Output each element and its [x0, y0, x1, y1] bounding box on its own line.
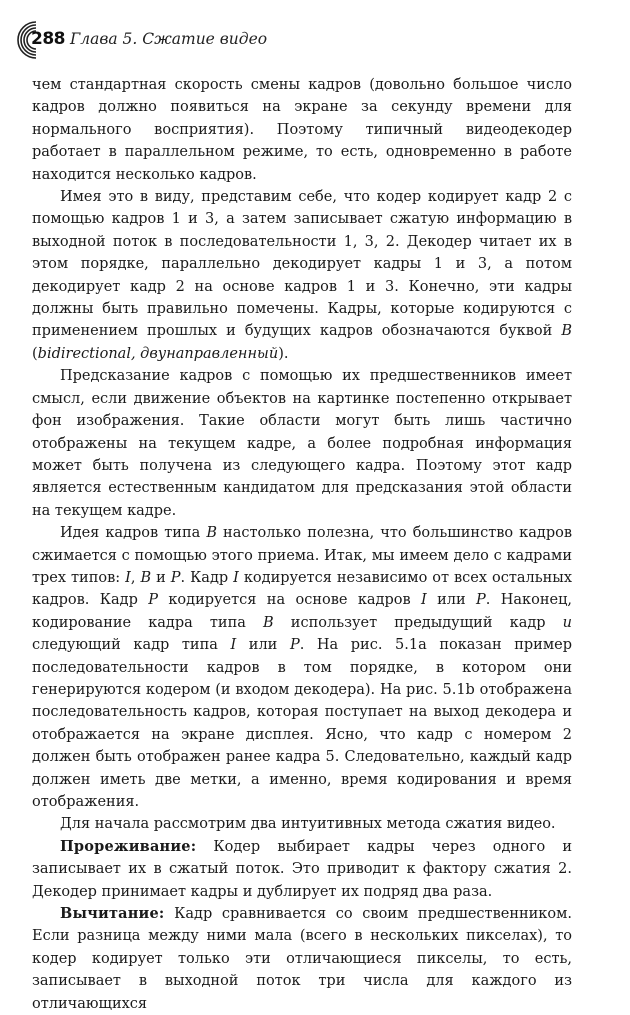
paragraph-2: [32, 186, 572, 365]
text-segment: следующий кадр типа: [32, 637, 231, 654]
text-segment: Идея кадров типа: [60, 525, 207, 542]
text-segment: . На рис. 5.1a показан пример последовательности кадров в том порядке, в котором они генерируются кодером (и входом декодера). На рис. 5.1b отображена последовательность кадров, которая поступает на выход декодера и отображается на экране дисплея. Ясно, что кадр с номером 2 должен быть отображен ранее кадра 5. Следовательно, каждый кадр должен иметь две метки, а именно, время кодирования и время отображения.: [32, 637, 572, 810]
paragraph-4: [32, 522, 572, 813]
text-segment: кодируется независимо от всех остальных кадров. Кадр: [32, 569, 573, 609]
body-text: [32, 74, 572, 1015]
text-segment: кодируется на основе кадров: [158, 592, 421, 609]
paragraph-3: Предсказание кадров с помощью их предшественников имеет смысл, если движение объектов на картинке постепенно открывает фон изображения. Такие области могут быть лишь частично отображены на текущем кадре, а более подробная информация может быть получена из следующего кадра. Поэтому этот кадр является естественным кандидатом для предсказания этой области на текущем кадре.: [32, 368, 572, 519]
text-segment: использует предыдущий кадр: [273, 614, 563, 631]
text-segment: . Кадр: [180, 569, 234, 586]
paragraph-decimation: [32, 836, 572, 903]
bidirectional-gloss: bidirectional, двунаправленный: [37, 345, 279, 362]
text-segment: настолько полезна, что большинство кадров сжимается с помощью этого приема. Итак, мы имеем дело с кадрами трех типов:: [32, 525, 572, 586]
paragraph-5: Для начала рассмотрим два интуитивных метода сжатия видео.: [60, 816, 556, 833]
text-segment: . Наконец, кодирование кадра типа: [32, 592, 572, 631]
frame-type-b: B: [206, 525, 217, 542]
paragraph-2-paren-open: (: [32, 345, 38, 362]
decimation-text: Кодер выбирает кадры через одного и записывает их в сжатый поток. Это приводит к фактору сжатия 2. Декодер принимает кадры и дублирует их подряд два раза.: [32, 838, 572, 900]
paragraph-1: чем стандартная скорость смены кадров (довольно большое число кадров должно появиться на экране за секунду времени для нормального восприятия). Поэтому типичный видеодекодер работает в параллельном режиме, то есть, одновременно в работе находится несколько кадров.: [32, 77, 572, 183]
text-segment: или: [426, 592, 476, 609]
paragraph-subtraction: [32, 903, 572, 1015]
frame-type-i: I: [233, 569, 239, 586]
frame-type-i: I: [421, 592, 427, 609]
frame-type-b: B: [140, 569, 152, 586]
frame-type-i: I: [125, 569, 131, 586]
frame-type-b: B: [561, 323, 572, 340]
paragraph-2-text: Имея это в виду, представим себе, что кодер кодирует кадр 2 с помощью кадров 1 и 3, а затем записывает сжатую информацию в выходной поток в последовательности 1, 3, 2. Декодер читает их в этом порядке, параллельно декодирует кадры 1 и 3, а потом декодирует кадр 2 на основе кадров 1 и 3. Конечно, эти кадры должны быть правильно помечены. Кадры, которые кодируются с применением прошлых и будущих кадров обозначаются буквой: [32, 189, 572, 340]
text-segment: и: [151, 569, 171, 586]
paragraph-2-paren-close: ).: [278, 345, 289, 362]
term-decimation: Прореживание:: [60, 837, 197, 855]
frame-type-p: P: [170, 569, 181, 586]
frame-type-i: I: [230, 637, 237, 654]
running-head: Глава 5. Сжатие видео: [70, 30, 268, 48]
subtraction-text: Кадр сравнивается со своим предшественником. Если разница между ними мала (всего в нескольких пикселах), то кодер кодирует только эти отличающиеся пикселы, то есть, записывает в выходной поток три числа для каждого из отличающихся: [32, 906, 572, 1012]
page-number-badge: [14, 18, 65, 62]
page-header: [14, 18, 614, 62]
page-number: 288: [31, 29, 65, 49]
term-subtraction: Вычитание:: [60, 905, 165, 923]
text-segment: ,: [130, 569, 141, 586]
frame-type-p: P: [289, 637, 300, 654]
frame-type-b: B: [263, 614, 274, 631]
frame-type-p: P: [476, 592, 486, 609]
frame-type-p: P: [148, 592, 158, 609]
text-segment: или: [236, 637, 290, 654]
emphasis-and: и: [562, 614, 573, 631]
